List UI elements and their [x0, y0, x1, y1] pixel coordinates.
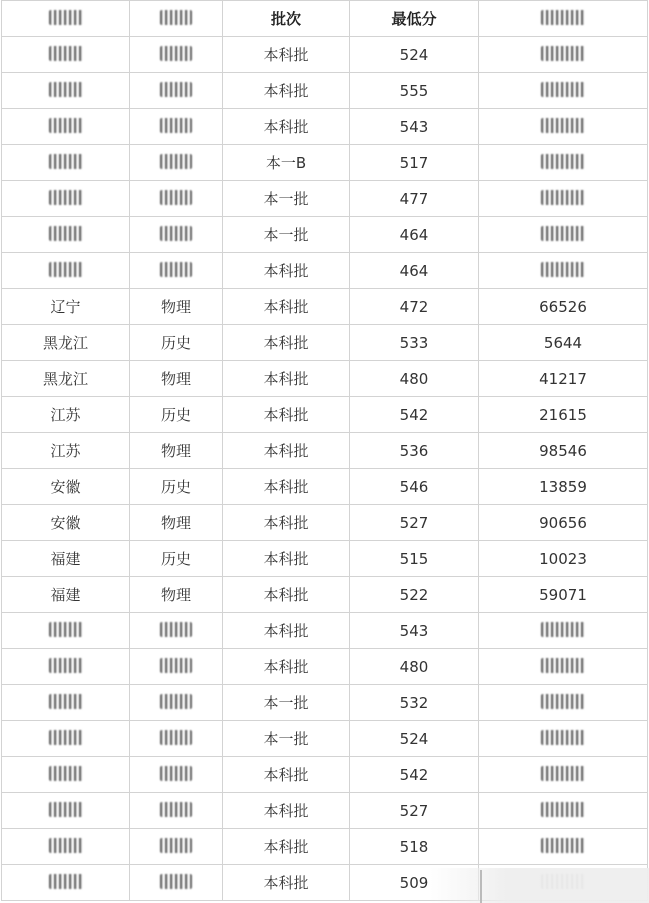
cell-province: 福建 — [2, 577, 130, 613]
blurred-text — [49, 118, 83, 133]
blurred-text — [160, 802, 192, 817]
header-rank — [479, 1, 648, 37]
blurred-text — [541, 658, 585, 673]
cell-rank — [479, 685, 648, 721]
cell-province — [2, 613, 130, 649]
bottom-divider — [480, 870, 482, 903]
cell-batch: 本科批 — [223, 829, 350, 865]
cell-province — [2, 757, 130, 793]
cell-subject — [130, 649, 223, 685]
cell-rank — [479, 109, 648, 145]
cell-batch: 本一批 — [223, 685, 350, 721]
table-row — [2, 793, 648, 829]
header-subject — [130, 1, 223, 37]
blurred-text — [541, 802, 585, 817]
cell-rank — [479, 721, 648, 757]
cell-province: 江苏 — [2, 433, 130, 469]
cell-min-score: 524 — [350, 37, 479, 73]
table-row — [2, 721, 648, 757]
blurred-text — [541, 226, 585, 241]
cell-subject: 历史 — [130, 541, 223, 577]
cell-batch: 本科批 — [223, 289, 350, 325]
blurred-text — [541, 766, 585, 781]
blurred-text — [160, 730, 192, 745]
cell-subject — [130, 613, 223, 649]
cell-min-score: 546 — [350, 469, 479, 505]
table-row — [2, 577, 648, 613]
cell-subject: 物理 — [130, 433, 223, 469]
cell-rank — [479, 793, 648, 829]
table-row — [2, 181, 648, 217]
cell-subject: 历史 — [130, 325, 223, 361]
table-row — [2, 253, 648, 289]
cell-subject — [130, 253, 223, 289]
table-row — [2, 397, 648, 433]
table-row — [2, 829, 648, 865]
cell-min-score: 532 — [350, 685, 479, 721]
cell-rank — [479, 253, 648, 289]
cell-province — [2, 73, 130, 109]
cell-min-score: 536 — [350, 433, 479, 469]
cell-province: 安徽 — [2, 505, 130, 541]
table-row — [2, 541, 648, 577]
cell-batch: 本科批 — [223, 109, 350, 145]
table-row — [2, 217, 648, 253]
cell-subject — [130, 145, 223, 181]
cell-min-score: 480 — [350, 649, 479, 685]
cell-province: 江苏 — [2, 397, 130, 433]
blurred-text — [160, 82, 192, 97]
cell-rank: 21615 — [479, 397, 648, 433]
cell-min-score: 480 — [350, 361, 479, 397]
cell-min-score: 543 — [350, 109, 479, 145]
cell-min-score: 522 — [350, 577, 479, 613]
cell-min-score: 527 — [350, 793, 479, 829]
table-row — [2, 433, 648, 469]
blurred-text — [541, 190, 585, 205]
cell-batch: 本科批 — [223, 577, 350, 613]
cell-batch: 本科批 — [223, 325, 350, 361]
cell-min-score: 509 — [350, 865, 479, 901]
cell-province: 黑龙江 — [2, 325, 130, 361]
cell-subject: 物理 — [130, 505, 223, 541]
cell-rank — [479, 829, 648, 865]
cell-province — [2, 721, 130, 757]
blurred-text — [541, 262, 585, 277]
cell-rank — [479, 757, 648, 793]
blurred-text — [541, 118, 585, 133]
cell-batch: 本科批 — [223, 73, 350, 109]
cell-batch: 本一B — [223, 145, 350, 181]
cell-rank — [479, 649, 648, 685]
table-row — [2, 505, 648, 541]
table-row — [2, 289, 648, 325]
cell-batch: 本科批 — [223, 433, 350, 469]
cell-subject — [130, 685, 223, 721]
blurred-text — [160, 154, 192, 169]
cell-min-score: 477 — [350, 181, 479, 217]
blurred-text — [160, 658, 192, 673]
cell-batch: 本科批 — [223, 793, 350, 829]
table-row — [2, 361, 648, 397]
cell-subject: 历史 — [130, 397, 223, 433]
cell-min-score: 543 — [350, 613, 479, 649]
cell-rank — [479, 145, 648, 181]
table-row — [2, 325, 648, 361]
cell-province — [2, 217, 130, 253]
cell-min-score: 518 — [350, 829, 479, 865]
cell-province: 黑龙江 — [2, 361, 130, 397]
table-row — [2, 109, 648, 145]
cell-batch: 本科批 — [223, 37, 350, 73]
cell-min-score: 542 — [350, 757, 479, 793]
cell-min-score: 464 — [350, 253, 479, 289]
cell-min-score: 472 — [350, 289, 479, 325]
cell-rank — [479, 613, 648, 649]
blurred-text — [160, 874, 192, 889]
cell-min-score: 517 — [350, 145, 479, 181]
table-row — [2, 37, 648, 73]
blurred-text — [49, 766, 83, 781]
cell-province — [2, 685, 130, 721]
blurred-text — [49, 802, 83, 817]
blurred-text — [49, 622, 83, 637]
cell-batch: 本科批 — [223, 649, 350, 685]
blurred-text — [160, 190, 192, 205]
cell-subject — [130, 757, 223, 793]
cell-rank — [479, 73, 648, 109]
blurred-text — [49, 838, 83, 853]
cell-min-score: 524 — [350, 721, 479, 757]
cell-rank: 90656 — [479, 505, 648, 541]
cell-subject — [130, 829, 223, 865]
cell-province — [2, 793, 130, 829]
cell-subject — [130, 217, 223, 253]
cell-subject: 物理 — [130, 361, 223, 397]
header-batch: 批次 — [223, 1, 350, 37]
admission-score-table — [1, 0, 648, 901]
cell-province — [2, 649, 130, 685]
blurred-text — [160, 622, 192, 637]
table-row — [2, 613, 648, 649]
cell-subject — [130, 793, 223, 829]
blurred-text — [49, 658, 83, 673]
cell-province — [2, 109, 130, 145]
blurred-text — [160, 766, 192, 781]
cell-min-score: 542 — [350, 397, 479, 433]
cell-min-score: 464 — [350, 217, 479, 253]
blurred-text — [49, 190, 83, 205]
table-row — [2, 145, 648, 181]
blurred-text — [49, 226, 83, 241]
cell-min-score: 527 — [350, 505, 479, 541]
cell-subject — [130, 181, 223, 217]
cell-province: 福建 — [2, 541, 130, 577]
table-row — [2, 685, 648, 721]
blurred-text — [49, 730, 83, 745]
cell-rank: 98546 — [479, 433, 648, 469]
cell-batch: 本一批 — [223, 217, 350, 253]
cell-batch: 本科批 — [223, 469, 350, 505]
blurred-text — [49, 694, 83, 709]
table-row — [2, 73, 648, 109]
header-province — [2, 1, 130, 37]
blurred-text — [541, 694, 585, 709]
cell-subject — [130, 865, 223, 901]
blurred-text — [49, 10, 83, 25]
cell-min-score: 515 — [350, 541, 479, 577]
cell-subject — [130, 109, 223, 145]
blurred-text — [160, 118, 192, 133]
cell-subject — [130, 73, 223, 109]
blurred-text — [541, 154, 585, 169]
cell-batch: 本科批 — [223, 865, 350, 901]
table-row — [2, 757, 648, 793]
blurred-text — [160, 10, 192, 25]
cell-batch: 本科批 — [223, 361, 350, 397]
cell-province — [2, 145, 130, 181]
cell-rank: 10023 — [479, 541, 648, 577]
cell-rank: 5644 — [479, 325, 648, 361]
cell-rank: 66526 — [479, 289, 648, 325]
cell-province — [2, 181, 130, 217]
cell-min-score: 555 — [350, 73, 479, 109]
cell-min-score: 533 — [350, 325, 479, 361]
blurred-text — [541, 730, 585, 745]
blurred-text — [541, 622, 585, 637]
blurred-text — [49, 874, 83, 889]
cell-batch: 本一批 — [223, 181, 350, 217]
cell-subject — [130, 37, 223, 73]
blurred-text — [160, 46, 192, 61]
cell-batch: 本科批 — [223, 613, 350, 649]
cell-batch: 本科批 — [223, 253, 350, 289]
blurred-text — [541, 82, 585, 97]
cell-rank — [479, 181, 648, 217]
blurred-text — [160, 838, 192, 853]
cell-batch: 本科批 — [223, 397, 350, 433]
blurred-text — [49, 46, 83, 61]
table-row — [2, 469, 648, 505]
header-row — [2, 1, 648, 37]
blurred-text — [160, 694, 192, 709]
cell-province: 辽宁 — [2, 289, 130, 325]
cell-batch: 本科批 — [223, 757, 350, 793]
cell-subject: 物理 — [130, 577, 223, 613]
blurred-text — [160, 262, 192, 277]
cell-batch: 本一批 — [223, 721, 350, 757]
cell-rank — [479, 37, 648, 73]
blurred-text — [541, 10, 585, 25]
cell-subject: 物理 — [130, 289, 223, 325]
blurred-text — [49, 262, 83, 277]
cell-batch: 本科批 — [223, 505, 350, 541]
cell-province: 安徽 — [2, 469, 130, 505]
cell-rank: 59071 — [479, 577, 648, 613]
blurred-text — [49, 154, 83, 169]
cell-batch: 本科批 — [223, 541, 350, 577]
cell-subject: 历史 — [130, 469, 223, 505]
cell-rank: 13859 — [479, 469, 648, 505]
cell-rank — [479, 217, 648, 253]
bottom-overlay — [430, 868, 649, 903]
cell-rank: 41217 — [479, 361, 648, 397]
header-min-score: 最低分 — [350, 1, 479, 37]
cell-province — [2, 37, 130, 73]
blurred-text — [541, 46, 585, 61]
cell-subject — [130, 721, 223, 757]
blurred-text — [49, 82, 83, 97]
table-row — [2, 649, 648, 685]
cell-province — [2, 865, 130, 901]
blurred-text — [541, 838, 585, 853]
cell-province — [2, 829, 130, 865]
cell-province — [2, 253, 130, 289]
blurred-text — [160, 226, 192, 241]
